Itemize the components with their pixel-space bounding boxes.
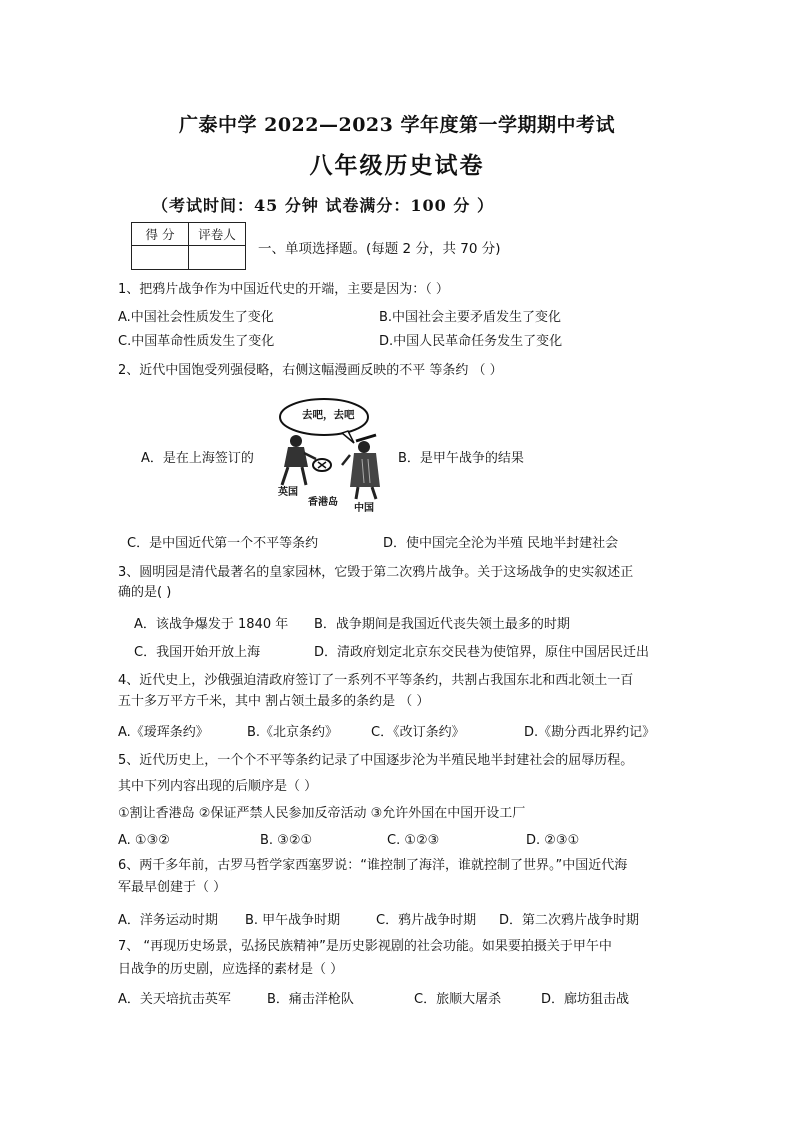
q3-option-b[interactable]: B．战争期间是我国近代丧失领土最多的时期 [314,617,570,632]
q5-option-a[interactable]: A. ①③② [118,833,170,848]
q2-option-d[interactable]: D．使中国完全沦为半殖 民地半封建社会 [383,536,619,551]
cartoon-bubble-text: 去吧，去吧 [302,409,355,421]
q6-option-d[interactable]: D．第二次鸦片战争时期 [499,913,640,928]
q1-option-d[interactable]: D.中国人民革命任务发生了变化 [379,334,563,349]
q4-option-c[interactable]: C．《改订条约》 [371,725,465,740]
q5-option-d[interactable]: D. ②③① [526,833,580,848]
q1-stem: 1、把鸦片战争作为中国近代史的开端，主要是因为：（ ） [118,282,449,297]
q4-option-b[interactable]: B.《北京条约》 [247,725,339,740]
exam-title: 广泰中学 2022—2023 学年度第一学期期中考试 [179,114,615,136]
q5-option-b[interactable]: B. ③②① [260,833,313,848]
q3-option-d[interactable]: D．清政府划定北京东交民巷为使馆界，原住中国居民迁出 [314,645,650,660]
q4-option-a[interactable]: A.《瑷珲条约》 [118,725,209,740]
q1-option-a[interactable]: A.中国社会性质发生了变化 [118,310,274,325]
q5-stem-line1: 5、近代历史上，一个个不平等条约记录了中国逐步沦为半殖民地半封建社会的屈辱历程。 [118,753,634,768]
q5-items: ①割让香港岛 ②保证严禁人民参加反帝活动 ③允许外国在中国开设工厂 [118,806,526,821]
exam-info: （考试时间：45 分钟 试卷满分：100 分 ） [152,196,494,215]
q7-stem-line1: 7、 “再现历史场景，弘扬民族精神”是历史影视剧的社会功能。如果要拍摄关于甲午中 [118,939,612,954]
q4-option-d[interactable]: D.《勘分西北界约记》 [524,725,656,740]
q6-option-b[interactable]: B. 甲午战争时期 [245,913,341,928]
q2-option-b[interactable]: B．是甲午战争的结果 [398,451,524,466]
q7-option-b[interactable]: B．痛击洋枪队 [267,992,354,1007]
grader-label: 评卷人 [189,223,246,246]
q3-option-c[interactable]: C．我国开始开放上海 [134,645,261,660]
q1-option-b[interactable]: B.中国社会主要矛盾发生了变化 [379,310,562,325]
q5-stem-line2: 其中下列内容出现的后顺序是（ ） [118,779,318,794]
cartoon-illustration [264,395,394,514]
q2-option-a[interactable]: A．是在上海签订的 [141,451,254,466]
q3-stem-line1: 3、圆明园是清代最著名的皇家园林，它毁于第二次鸦片战争。关于这场战争的史实叙述正 [118,565,634,580]
q2-option-c[interactable]: C．是中国近代第一个不平等条约 [127,536,319,551]
q7-option-d[interactable]: D．廊坊狙击战 [541,992,630,1007]
q6-option-a[interactable]: A．洋务运动时期 [118,913,218,928]
q4-stem-line2: 五十多万平方千米，其中 割占领土最多的条约是 （ ） [118,694,430,709]
q6-stem-line1: 6、两千多年前，古罗马哲学家西塞罗说：“谁控制了海洋，谁就控制了世界。”中国近代海 [118,858,628,873]
cartoon-label-china: 中国 [354,503,374,514]
exam-subtitle: 八年级历史试卷 [309,152,485,179]
q6-stem-line2: 军最早创建于（ ） [118,880,227,895]
q7-option-c[interactable]: C．旅顺大屠杀 [414,992,502,1007]
q7-option-a[interactable]: A．关天培抗击英军 [118,992,231,1007]
q3-option-a[interactable]: A．该战争爆发于 1840 年 [134,617,289,632]
score-label: 得 分 [132,223,189,246]
section-title: 一、单项选择题。(每题 2 分，共 70 分) [258,241,501,257]
score-table [131,222,246,270]
grader-cell[interactable] [189,246,246,270]
q7-stem-line2: 日战争的历史剧，应选择的素材是（ ） [118,962,344,977]
q1-option-c[interactable]: C.中国革命性质发生了变化 [118,334,275,349]
q4-stem-line1: 4、近代史上，沙俄强迫清政府签订了一系列不平等条约，共割占我国东北和西北领土一百 [118,673,634,688]
q6-option-c[interactable]: C．鸦片战争时期 [376,913,477,928]
cartoon-label-hongkong: 香港岛 [308,497,338,508]
score-cell[interactable] [132,246,189,270]
q3-stem-line2: 确的是( ) [118,585,172,600]
cartoon-label-britain: 英国 [278,487,298,498]
q2-stem: 2、近代中国饱受列强侵略，右侧这幅漫画反映的不平 等条约 （ ） [118,363,503,378]
q5-option-c[interactable]: C. ①②③ [387,833,440,848]
